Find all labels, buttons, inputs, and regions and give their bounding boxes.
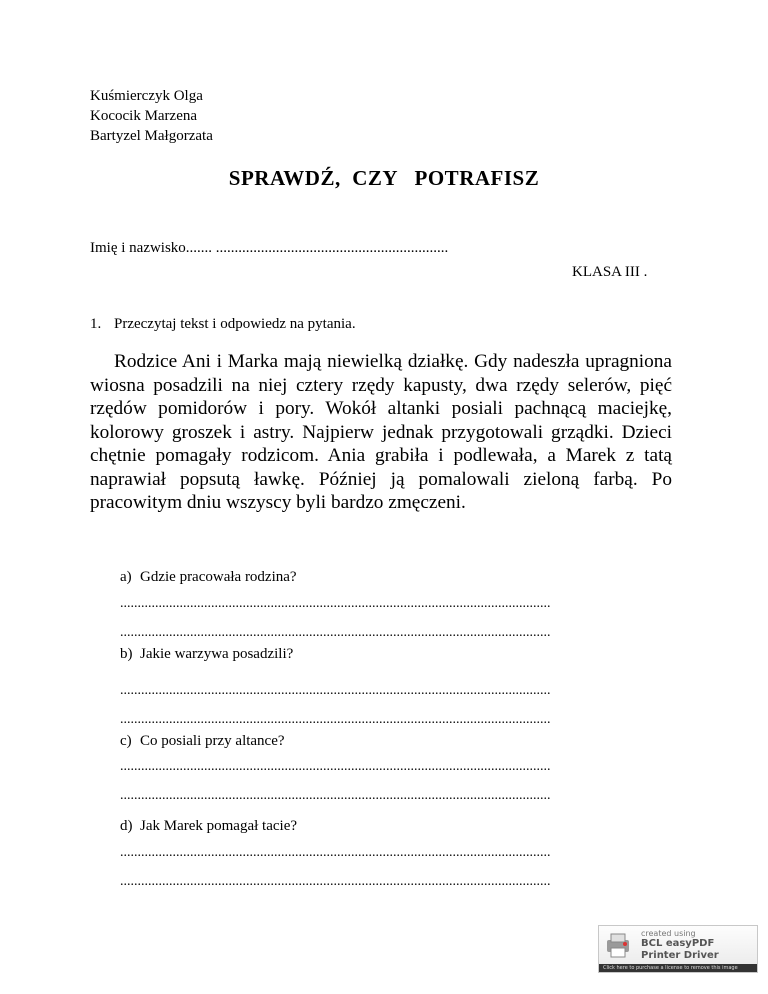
badge-product: BCL easyPDF	[641, 938, 715, 949]
page-title: SPRAWDŹ, CZY POTRAFISZ	[228, 166, 540, 190]
answer-line: ...........................................................................................................................	[120, 683, 551, 698]
question-letter: a)	[120, 569, 132, 585]
badge-driver: Printer Driver	[641, 950, 719, 961]
answer-line: ...........................................................................................................................	[120, 625, 551, 640]
task-instruction	[90, 316, 356, 333]
answer-line: ...........................................................................................................................	[120, 596, 551, 611]
question-letter: d)	[120, 818, 133, 834]
badge-caption: created using	[641, 929, 696, 938]
authors-block	[90, 86, 213, 146]
badge-purchase-link[interactable]: Click here to purchase a license to remove this image	[599, 964, 757, 972]
question-text: Co posiali przy altance?	[140, 733, 285, 749]
answer-line: ...........................................................................................................................	[120, 712, 551, 727]
question-letter: c)	[120, 733, 132, 749]
name-field-line: Imię i nazwisko....... ..............................................................	[90, 240, 449, 256]
printer-logo-icon	[603, 930, 633, 960]
question-c	[120, 733, 285, 750]
answer-line: ...........................................................................................................................	[120, 788, 551, 803]
answer-line: ...........................................................................................................................	[120, 845, 551, 860]
class-label: KLASA III .	[572, 264, 648, 280]
task-number: 1.	[90, 316, 102, 332]
question-d	[120, 818, 297, 835]
pdf-creator-badge[interactable]	[598, 925, 758, 973]
question-letter: b)	[120, 646, 133, 662]
question-a	[120, 569, 297, 586]
story-paragraph: Rodzice Ani i Marka mają niewielką działkę. Gdy nadeszła upragniona wiosna posadzili na niej cztery rzędy kapusty, dwa rzędy selerów, pięć rzędów pomidorów i pory. Wokół altanki posiali pachnącą maciejkę, kolorowy groszek i astry. Najpierw jednak przygotowali grządki. Dzieci chętnie pomagały rodzicom. Ania grabiła i podlewała, a Marek z tatą naprawiał popsutą ławkę. Później ją pomalowali zieloną farbą. Po pracowitym dniu wszyscy byli bardzo zmęczeni.	[90, 351, 672, 513]
author-name: Bartyzel Małgorzata	[90, 128, 213, 144]
author-name: Kococik Marzena	[90, 108, 198, 124]
question-b	[120, 646, 293, 663]
author-name: Kuśmierczyk Olga	[90, 88, 203, 104]
task-text: Przeczytaj tekst i odpowiedz na pytania.	[114, 316, 356, 332]
question-text: Gdzie pracowała rodzina?	[140, 569, 297, 585]
answer-line: ...........................................................................................................................	[120, 874, 551, 889]
question-text: Jak Marek pomagał tacie?	[140, 818, 298, 834]
question-text: Jakie warzywa posadzili?	[140, 646, 294, 662]
answer-line: ...........................................................................................................................	[120, 759, 551, 774]
